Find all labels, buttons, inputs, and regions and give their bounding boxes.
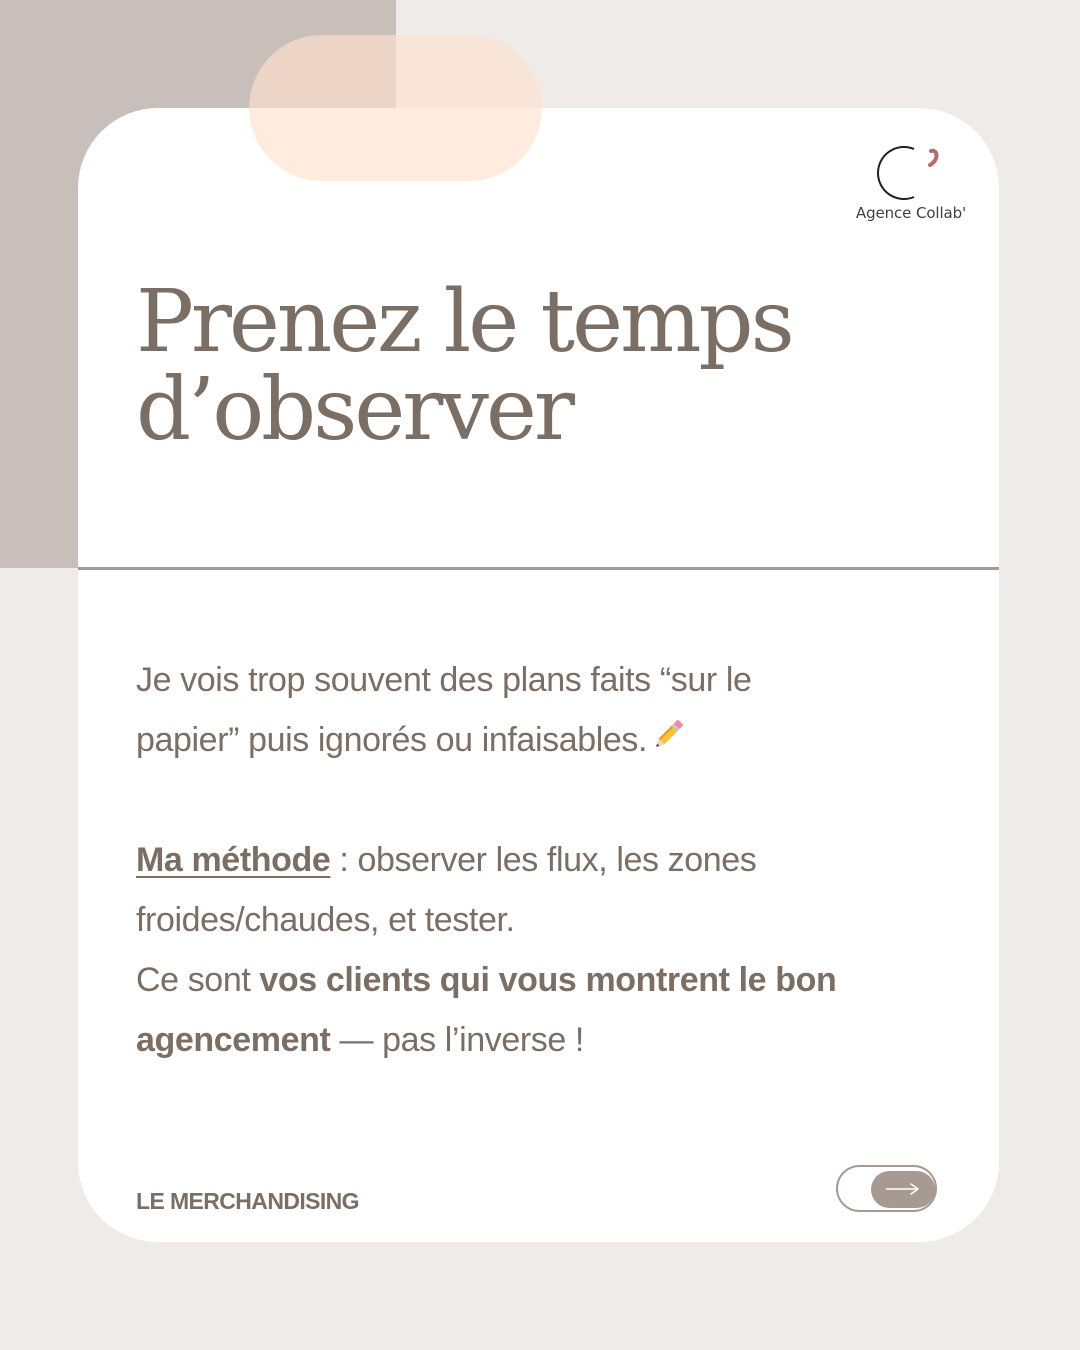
- next-slide-button-knob[interactable]: [871, 1171, 935, 1208]
- paragraph-spacer: [136, 770, 896, 830]
- next-slide-button[interactable]: [836, 1165, 937, 1212]
- observation-line-2: papier” puis ignorés ou infaisables.: [136, 721, 648, 759]
- title-line-2: d’observer: [136, 360, 572, 460]
- method-label: Ma méthode: [136, 841, 331, 879]
- title-line-1: Prenez le temps: [136, 272, 792, 372]
- pencil-icon: [649, 713, 687, 751]
- body-copy: [136, 650, 896, 1070]
- section-divider: [78, 567, 999, 570]
- client-emphasis-line-1: vos clients qui vous montrent le bon: [259, 961, 837, 999]
- c-apostrophe-logo-icon: [875, 142, 945, 206]
- brand-name: Agence Collab': [855, 204, 967, 222]
- client-prefix: Ce sont: [136, 961, 260, 999]
- method-paragraph: [136, 830, 896, 1070]
- arrow-right-icon: [886, 1182, 920, 1196]
- card-square-corner-right: [919, 488, 999, 568]
- method-text-line-1: : observer les flux, les zones: [330, 841, 757, 879]
- peach-decorative-pill: [249, 35, 542, 181]
- category-label: LE MERCHANDISING: [136, 1188, 359, 1214]
- method-text-line-2: froides/chaudes, et tester.: [136, 901, 515, 939]
- observation-line-1: Je vois trop souvent des plans faits “sur le: [136, 661, 752, 699]
- page-title: [136, 272, 896, 460]
- client-suffix: — pas l’inverse !: [330, 1021, 584, 1059]
- observation-paragraph: [136, 650, 896, 770]
- client-emphasis-line-2: agencement: [136, 1021, 331, 1059]
- card-square-corner-left: [78, 488, 158, 568]
- brand-logo: [850, 140, 972, 232]
